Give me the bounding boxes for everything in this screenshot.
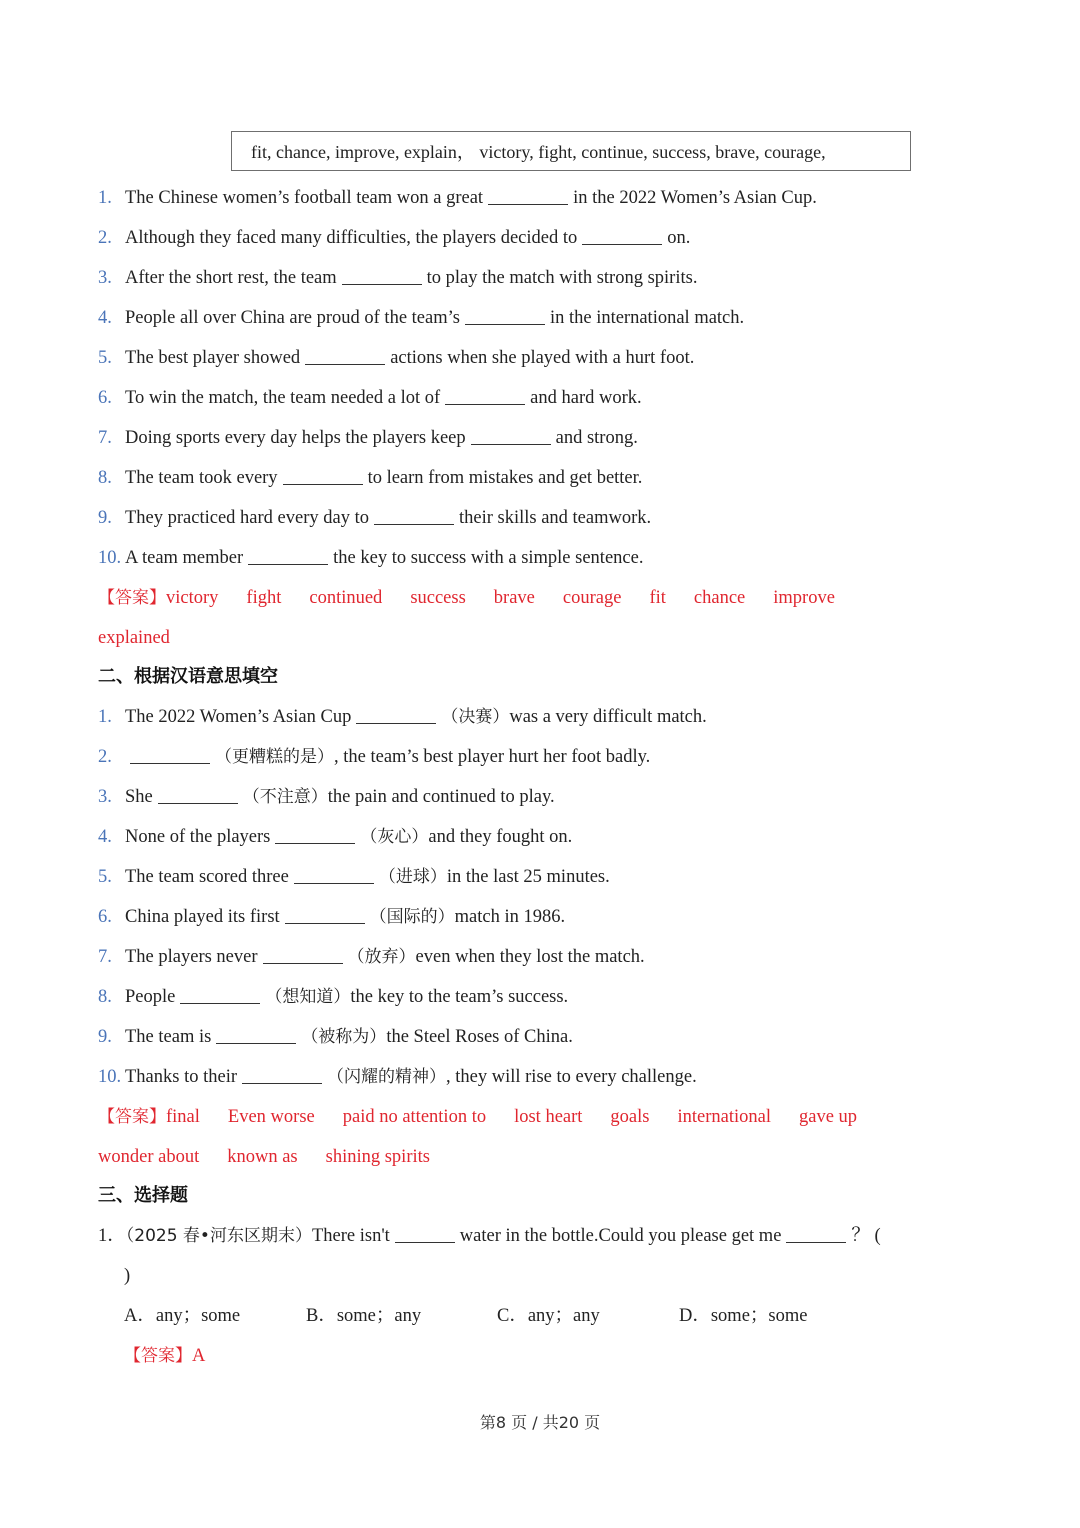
item-number: 3. — [98, 787, 112, 807]
item-text-before: Thanks to their — [125, 1067, 238, 1087]
item-text-before: None of the players — [125, 827, 271, 847]
answer-blank[interactable] — [471, 424, 551, 445]
item-text-after: , they will rise to every challenge. — [446, 1067, 697, 1087]
answer-word: A — [192, 1346, 206, 1366]
item-text-before: After the short rest, the team — [125, 268, 337, 288]
answer-blank[interactable] — [216, 1023, 296, 1044]
word-bank-box: fit, chance, improve, explain， victory, fight, continue, success, brave, courage, — [231, 131, 911, 171]
item-text-before: The best player showed — [125, 348, 301, 368]
exercise-item — [98, 303, 744, 333]
item-text-before: To win the match, the team needed a lot of — [125, 388, 441, 408]
answer-word: explained — [98, 628, 170, 648]
answer-blank[interactable] — [130, 743, 210, 764]
answer-word: wonder about — [98, 1147, 200, 1167]
answer-blank[interactable] — [275, 823, 355, 844]
item-number: 9. — [98, 508, 112, 528]
item-text-before: She — [125, 787, 153, 807]
exercise-item — [98, 742, 650, 772]
item-number: 6. — [98, 907, 112, 927]
answer-word: fit — [649, 588, 666, 608]
item-text-before: People — [125, 987, 176, 1007]
exercise-item — [98, 702, 707, 732]
answer-blank[interactable] — [242, 1063, 322, 1084]
answer-word: shining spirits — [325, 1147, 430, 1167]
item-text-before: They practiced hard every day to — [125, 508, 369, 528]
answer-tag: 【答案】 — [98, 1107, 166, 1127]
item-number: 4. — [98, 827, 112, 847]
answer-blank[interactable] — [283, 464, 363, 485]
exercise-item — [98, 503, 651, 533]
item-number: 7. — [98, 947, 112, 967]
answer-word: improve — [773, 588, 835, 608]
chinese-hint: （更糟糕的是） — [215, 747, 334, 767]
item-text-before: People all over China are proud of the team’s — [125, 308, 460, 328]
item-text-before: Although they faced many difficulties, the players decided to — [125, 228, 578, 248]
exercise-item — [98, 1022, 573, 1052]
exercise-item — [98, 343, 694, 373]
option-c[interactable]: C．any；any — [497, 1306, 600, 1326]
section-heading: 二、根据汉语意思填空 — [98, 666, 278, 687]
exercise-item — [98, 902, 565, 932]
item-number: 6. — [98, 388, 112, 408]
item-number: 5. — [98, 867, 112, 887]
answer-word: lost heart — [514, 1107, 583, 1127]
item-text-after: and they fought on. — [428, 827, 573, 847]
item-text-before: Doing sports every day helps the players keep — [125, 428, 466, 448]
answer-blank[interactable] — [294, 863, 374, 884]
item-number: 10. — [98, 548, 122, 568]
chinese-hint: （放弃） — [347, 947, 416, 967]
item-text-after: in the 2022 Women’s Asian Cup. — [573, 188, 817, 208]
item-text-after: and strong. — [555, 428, 638, 448]
exercise-item — [98, 423, 638, 453]
section-heading: 三、选择题 — [98, 1185, 188, 1206]
answer-word: brave — [493, 588, 535, 608]
item-text-before: The 2022 Women’s Asian Cup — [125, 707, 352, 727]
option-a[interactable]: A．any；some — [124, 1306, 241, 1326]
chinese-hint: （灰心） — [360, 827, 429, 847]
item-number: 7. — [98, 428, 112, 448]
chinese-hint: （国际的） — [369, 907, 455, 927]
answer-blank[interactable] — [465, 304, 545, 325]
item-text-after: and hard work. — [530, 388, 642, 408]
chinese-hint: （被称为） — [301, 1027, 387, 1047]
item-number: 1. — [98, 188, 112, 208]
chinese-hint: （不注意） — [242, 787, 328, 807]
item-text-after: to play the match with strong spirits. — [426, 268, 698, 288]
mcq-question — [98, 1221, 881, 1251]
item-number: 2. — [98, 747, 112, 767]
answer-word: success — [410, 588, 466, 608]
exercise-item — [98, 263, 697, 293]
answer-line — [124, 1341, 205, 1371]
option-b[interactable]: B．some；any — [306, 1306, 422, 1326]
item-number: 9. — [98, 1027, 112, 1047]
exercise-item — [98, 463, 642, 493]
exercise-item — [98, 543, 643, 573]
option-d[interactable]: D．some；some — [679, 1306, 808, 1326]
answer-word: victory — [166, 588, 219, 608]
answer-blank[interactable] — [248, 544, 328, 565]
item-text-after: the key to success with a simple sentence. — [333, 548, 644, 568]
item-text-after: the key to the team’s success. — [350, 987, 569, 1007]
answer-blank[interactable] — [488, 184, 568, 205]
question-text-a: There isn't — [311, 1226, 390, 1246]
item-number: 3. — [98, 268, 112, 288]
answer-blank[interactable] — [180, 983, 260, 1004]
item-text-before: The players never — [125, 947, 258, 967]
exercise-item — [98, 822, 572, 852]
answer-blank[interactable] — [356, 703, 436, 724]
answer-blank[interactable] — [786, 1222, 846, 1243]
answer-word: chance — [693, 588, 746, 608]
question-number: 1． — [98, 1226, 126, 1246]
item-text-before: A team member — [125, 548, 244, 568]
answer-blank[interactable] — [263, 943, 343, 964]
chinese-hint: （闪耀的精神） — [327, 1067, 447, 1087]
answer-line — [98, 583, 863, 613]
answer-line — [98, 1142, 458, 1172]
item-text-after: in the last 25 minutes. — [446, 867, 610, 887]
item-number: 5. — [98, 348, 112, 368]
exercise-item — [98, 862, 610, 892]
answer-blank[interactable] — [445, 384, 525, 405]
item-number: 4. — [98, 308, 112, 328]
answer-blank[interactable] — [395, 1222, 455, 1243]
item-text-after: to learn from mistakes and get better. — [367, 468, 643, 488]
exercise-item — [98, 982, 568, 1012]
item-number: 1. — [98, 707, 112, 727]
exercise-item — [98, 942, 645, 972]
item-text-before: The Chinese women’s football team won a great — [125, 188, 484, 208]
answer-word: fight — [246, 588, 282, 608]
item-text-after: match in 1986. — [454, 907, 566, 927]
answer-word: goals — [610, 1107, 650, 1127]
item-text-after: the Steel Roses of China. — [386, 1027, 573, 1047]
exercise-item — [98, 383, 642, 413]
item-text-after: was a very difficult match. — [509, 707, 707, 727]
item-text-after: on. — [667, 228, 691, 248]
exercise-item — [98, 1062, 697, 1092]
answer-blank[interactable] — [374, 504, 454, 525]
answer-word: Even worse — [227, 1107, 315, 1127]
answer-line — [98, 1102, 885, 1132]
answer-word: courage — [562, 588, 622, 608]
item-text-before: The team scored three — [125, 867, 289, 887]
item-text-after: their skills and teamwork. — [458, 508, 652, 528]
item-text-before: China played its first — [125, 907, 280, 927]
chinese-hint: （决赛） — [441, 707, 510, 727]
item-text-after: even when they lost the match. — [415, 947, 645, 967]
question-text-b: water in the bottle.Could you please get me — [459, 1226, 782, 1246]
answer-blank[interactable] — [342, 264, 422, 285]
answer-blank[interactable] — [285, 903, 365, 924]
item-number: 8. — [98, 468, 112, 488]
exercise-item — [98, 183, 817, 213]
item-text-after: in the international match. — [549, 308, 745, 328]
item-text-before: The team took every — [125, 468, 278, 488]
item-text-after: actions when she played with a hurt foot. — [390, 348, 695, 368]
item-number: 8. — [98, 987, 112, 1007]
answer-blank[interactable] — [305, 344, 385, 365]
answer-word: international — [677, 1107, 771, 1127]
item-number: 2. — [98, 228, 112, 248]
answer-line — [98, 623, 198, 653]
answer-word: gave up — [798, 1107, 858, 1127]
answer-tag: 【答案】 — [124, 1346, 192, 1366]
item-number: 10. — [98, 1067, 122, 1087]
answer-word: known as — [227, 1147, 298, 1167]
page-footer: 第8 页 / 共20 页 — [479, 1413, 601, 1432]
question-text-c: ？ ( — [851, 1226, 881, 1246]
item-text-before: The team is — [125, 1027, 212, 1047]
answer-blank[interactable] — [582, 224, 662, 245]
answer-word: continued — [309, 588, 383, 608]
exercise-item — [98, 782, 555, 812]
exercise-item — [98, 223, 690, 253]
chinese-hint: （进球） — [378, 867, 447, 887]
question-source: （2025 春•河东区期末） — [125, 1226, 312, 1246]
answer-word: final — [166, 1107, 200, 1127]
answer-word: paid no attention to — [342, 1107, 487, 1127]
answer-tag: 【答案】 — [98, 588, 166, 608]
answer-blank[interactable] — [158, 783, 238, 804]
question-paren-close: ) — [124, 1266, 131, 1286]
item-text-after: , the team’s best player hurt her foot badly. — [334, 747, 651, 767]
chinese-hint: （想知道） — [265, 987, 351, 1007]
item-text-after: the pain and continued to play. — [327, 787, 555, 807]
